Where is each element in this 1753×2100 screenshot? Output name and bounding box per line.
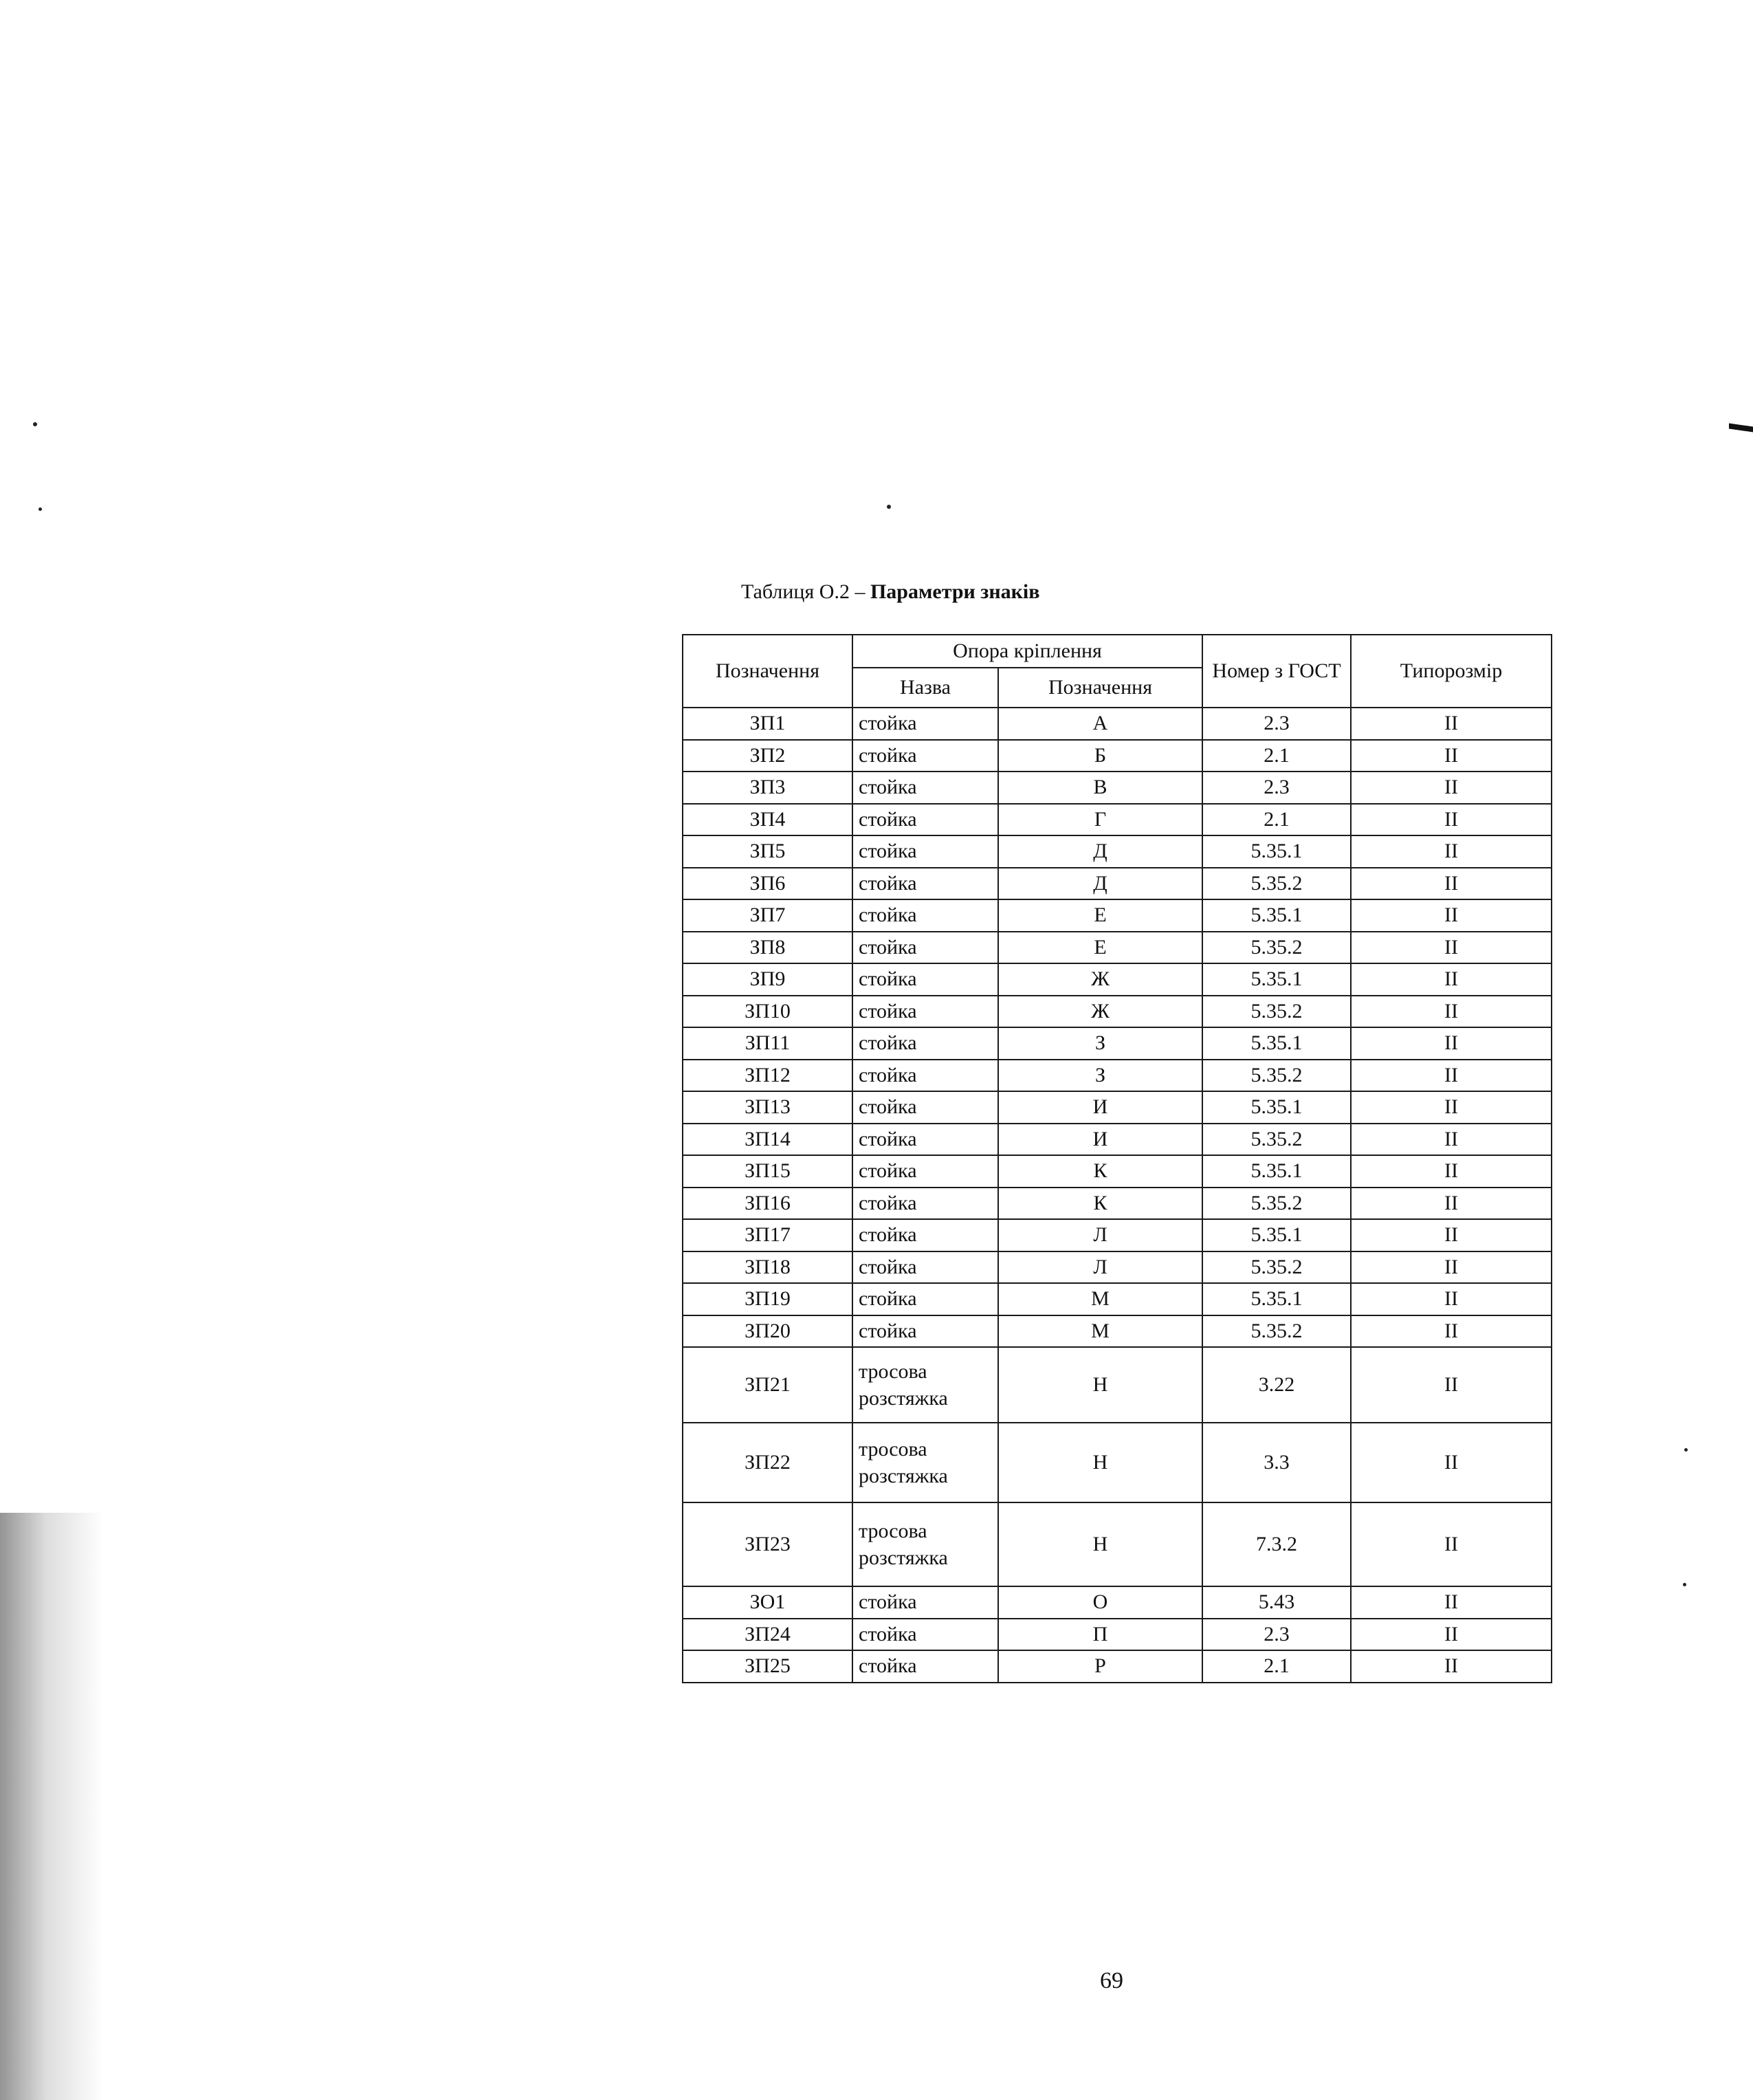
scan-speck [33, 422, 37, 426]
cell-support-name-line2: розстяжка [859, 1546, 948, 1569]
cell-gost-number: 5.35.1 [1202, 1027, 1351, 1060]
cell-gost-number: 5.35.1 [1202, 1091, 1351, 1124]
cell-support-name: стойка [852, 1060, 998, 1092]
cell-designation: ЗП9 [683, 963, 852, 996]
cell-size-type: II [1351, 1423, 1552, 1502]
cell-designation: ЗП22 [683, 1423, 852, 1502]
cell-size-type: II [1351, 1283, 1552, 1315]
cell-gost-number: 5.35.1 [1202, 1219, 1351, 1251]
table-row [683, 740, 1552, 772]
cell-support-name: стойка [852, 772, 998, 804]
cell-designation: ЗП3 [683, 772, 852, 804]
cell-support-designation: П [998, 1619, 1202, 1651]
header-size-type: Типорозмір [1351, 635, 1552, 708]
cell-designation: ЗП6 [683, 868, 852, 900]
scan-mark [1729, 424, 1753, 433]
cell-support-name: стойка [852, 1188, 998, 1220]
cell-designation: ЗП14 [683, 1124, 852, 1156]
cell-support-designation: И [998, 1091, 1202, 1124]
cell-size-type: II [1351, 1586, 1552, 1619]
cell-size-type: II [1351, 932, 1552, 964]
cell-size-type: II [1351, 1188, 1552, 1220]
cell-size-type: II [1351, 899, 1552, 932]
cell-support-designation: Ж [998, 996, 1202, 1028]
table-row [683, 1219, 1552, 1251]
cell-support-name: стойка [852, 804, 998, 836]
cell-support-name: стойка [852, 899, 998, 932]
cell-gost-number: 5.35.2 [1202, 1315, 1351, 1348]
cell-size-type: II [1351, 963, 1552, 996]
cell-support-designation: З [998, 1060, 1202, 1092]
cell-support-name: стойка [852, 932, 998, 964]
cell-support-name: стойка [852, 1283, 998, 1315]
cell-size-type: II [1351, 740, 1552, 772]
table-row [683, 1060, 1552, 1092]
cell-gost-number: 3.22 [1202, 1347, 1351, 1423]
cell-size-type: II [1351, 1027, 1552, 1060]
cell-support-name: стойка [852, 835, 998, 868]
cell-support-name [852, 1347, 998, 1423]
cell-support-name: стойка [852, 1091, 998, 1124]
table-row [683, 804, 1552, 836]
cell-support-designation: О [998, 1586, 1202, 1619]
table-row [683, 868, 1552, 900]
cell-size-type: II [1351, 1315, 1552, 1348]
cell-support-name: стойка [852, 996, 998, 1028]
cell-support-name-line2: розстяжка [859, 1465, 948, 1487]
cell-size-type: II [1351, 1650, 1552, 1683]
cell-size-type: II [1351, 868, 1552, 900]
table-row [683, 1315, 1552, 1348]
cell-support-designation: Г [998, 804, 1202, 836]
cell-support-name: стойка [852, 1586, 998, 1619]
cell-support-designation: Н [998, 1347, 1202, 1423]
cell-designation: ЗО1 [683, 1586, 852, 1619]
cell-designation: ЗП19 [683, 1283, 852, 1315]
cell-size-type: II [1351, 1124, 1552, 1156]
table-caption-title: Параметри знаків [870, 580, 1040, 603]
cell-gost-number: 2.1 [1202, 1650, 1351, 1683]
cell-gost-number: 5.35.2 [1202, 868, 1351, 900]
cell-size-type: II [1351, 1060, 1552, 1092]
header-support-group: Опора кріплення [852, 635, 1202, 668]
cell-support-name: стойка [852, 1155, 998, 1188]
cell-gost-number: 5.35.1 [1202, 963, 1351, 996]
cell-gost-number: 5.35.2 [1202, 1251, 1351, 1284]
cell-support-name: стойка [852, 963, 998, 996]
cell-support-designation: Л [998, 1219, 1202, 1251]
cell-designation: ЗП15 [683, 1155, 852, 1188]
scan-speck [887, 505, 891, 509]
cell-gost-number: 5.35.1 [1202, 835, 1351, 868]
cell-support-designation: К [998, 1188, 1202, 1220]
cell-support-designation: Б [998, 740, 1202, 772]
cell-gost-number: 5.35.1 [1202, 1283, 1351, 1315]
table-row [683, 963, 1552, 996]
cell-designation: ЗП16 [683, 1188, 852, 1220]
table-row [683, 899, 1552, 932]
cell-size-type: II [1351, 1155, 1552, 1188]
cell-support-designation: К [998, 1155, 1202, 1188]
cell-support-name-line1: тросова [859, 1438, 927, 1461]
sign-parameters-table [682, 634, 1552, 1683]
cell-designation: ЗП4 [683, 804, 852, 836]
cell-size-type: II [1351, 1091, 1552, 1124]
table-row [683, 1586, 1552, 1619]
cell-gost-number: 5.35.2 [1202, 1124, 1351, 1156]
cell-size-type: II [1351, 1219, 1552, 1251]
cell-gost-number: 5.35.2 [1202, 996, 1351, 1028]
cell-support-designation: В [998, 772, 1202, 804]
header-designation: Позначення [683, 635, 852, 708]
cell-designation: ЗП7 [683, 899, 852, 932]
table-row [683, 1124, 1552, 1156]
table-row [683, 1347, 1552, 1423]
cell-support-name: стойка [852, 1124, 998, 1156]
cell-size-type: II [1351, 804, 1552, 836]
table-row [683, 932, 1552, 964]
cell-support-designation: И [998, 1124, 1202, 1156]
cell-support-designation: Л [998, 1251, 1202, 1284]
cell-gost-number: 2.3 [1202, 772, 1351, 804]
scan-speck [1683, 1583, 1686, 1586]
table-row [683, 1283, 1552, 1315]
cell-size-type: II [1351, 835, 1552, 868]
cell-designation: ЗП1 [683, 708, 852, 740]
table-row [683, 1188, 1552, 1220]
page-number: 69 [1100, 1968, 1123, 1993]
cell-support-name: стойка [852, 1650, 998, 1683]
cell-gost-number: 2.1 [1202, 804, 1351, 836]
cell-designation: ЗП23 [683, 1502, 852, 1586]
cell-support-name: стойка [852, 1251, 998, 1284]
cell-support-name: стойка [852, 1619, 998, 1651]
cell-support-designation: Д [998, 835, 1202, 868]
table-row [683, 1423, 1552, 1502]
cell-support-name: стойка [852, 1027, 998, 1060]
table-caption-prefix: Таблиця О.2 – [741, 580, 866, 603]
cell-gost-number: 5.35.2 [1202, 1060, 1351, 1092]
table-row [683, 772, 1552, 804]
table-row [683, 1027, 1552, 1060]
cell-gost-number: 5.35.1 [1202, 1155, 1351, 1188]
cell-size-type: II [1351, 996, 1552, 1028]
table-row [683, 1155, 1552, 1188]
cell-support-designation: Ж [998, 963, 1202, 996]
cell-support-name: стойка [852, 708, 998, 740]
cell-support-name-line1: тросова [859, 1520, 927, 1542]
cell-designation: ЗП8 [683, 932, 852, 964]
table-row [683, 1251, 1552, 1284]
cell-gost-number: 5.35.1 [1202, 899, 1351, 932]
cell-size-type: II [1351, 708, 1552, 740]
cell-support-name: стойка [852, 740, 998, 772]
cell-gost-number: 7.3.2 [1202, 1502, 1351, 1586]
cell-support-designation: Е [998, 932, 1202, 964]
cell-designation: ЗП11 [683, 1027, 852, 1060]
cell-size-type: II [1351, 772, 1552, 804]
header-support-designation: Позначення [998, 668, 1202, 708]
cell-designation: ЗП2 [683, 740, 852, 772]
header-support-name: Назва [852, 668, 998, 708]
cell-support-name: стойка [852, 868, 998, 900]
scan-speck [1684, 1448, 1688, 1452]
cell-designation: ЗП21 [683, 1347, 852, 1423]
table-header-row [683, 635, 1552, 668]
scan-speck [38, 507, 42, 511]
cell-gost-number: 3.3 [1202, 1423, 1351, 1502]
cell-size-type: II [1351, 1251, 1552, 1284]
sign-parameters-table-container [682, 634, 1551, 1683]
cell-designation: ЗП13 [683, 1091, 852, 1124]
cell-designation: ЗП24 [683, 1619, 852, 1651]
table-row [683, 1091, 1552, 1124]
cell-support-name: стойка [852, 1315, 998, 1348]
cell-support-name-line1: тросова [859, 1360, 927, 1383]
cell-designation: ЗП12 [683, 1060, 852, 1092]
cell-support-designation: М [998, 1315, 1202, 1348]
cell-gost-number: 5.35.2 [1202, 1188, 1351, 1220]
cell-support-designation: Р [998, 1650, 1202, 1683]
cell-support-designation: Д [998, 868, 1202, 900]
table-row [683, 708, 1552, 740]
cell-designation: ЗП25 [683, 1650, 852, 1683]
cell-support-designation: Н [998, 1502, 1202, 1586]
table-row [683, 1619, 1552, 1651]
cell-designation: ЗП10 [683, 996, 852, 1028]
cell-support-designation: М [998, 1283, 1202, 1315]
cell-gost-number: 5.35.2 [1202, 932, 1351, 964]
table-row [683, 996, 1552, 1028]
cell-size-type: II [1351, 1619, 1552, 1651]
table-caption [741, 580, 1039, 604]
cell-size-type: II [1351, 1502, 1552, 1586]
table-row [683, 1502, 1552, 1586]
cell-designation: ЗП18 [683, 1251, 852, 1284]
cell-support-name-line2: розстяжка [859, 1387, 948, 1410]
cell-support-name: стойка [852, 1219, 998, 1251]
cell-support-designation: А [998, 708, 1202, 740]
cell-support-name [852, 1502, 998, 1586]
cell-support-designation: Е [998, 899, 1202, 932]
cell-designation: ЗП5 [683, 835, 852, 868]
cell-gost-number: 2.1 [1202, 740, 1351, 772]
scan-shadow-edge [0, 1513, 103, 2100]
cell-size-type: II [1351, 1347, 1552, 1423]
cell-support-designation: З [998, 1027, 1202, 1060]
cell-support-designation: Н [998, 1423, 1202, 1502]
cell-gost-number: 2.3 [1202, 1619, 1351, 1651]
cell-gost-number: 2.3 [1202, 708, 1351, 740]
table-row [683, 835, 1552, 868]
header-gost-number: Номер з ГОСТ [1202, 635, 1351, 708]
cell-support-name [852, 1423, 998, 1502]
cell-designation: ЗП17 [683, 1219, 852, 1251]
cell-gost-number: 5.43 [1202, 1586, 1351, 1619]
cell-designation: ЗП20 [683, 1315, 852, 1348]
table-row [683, 1650, 1552, 1683]
